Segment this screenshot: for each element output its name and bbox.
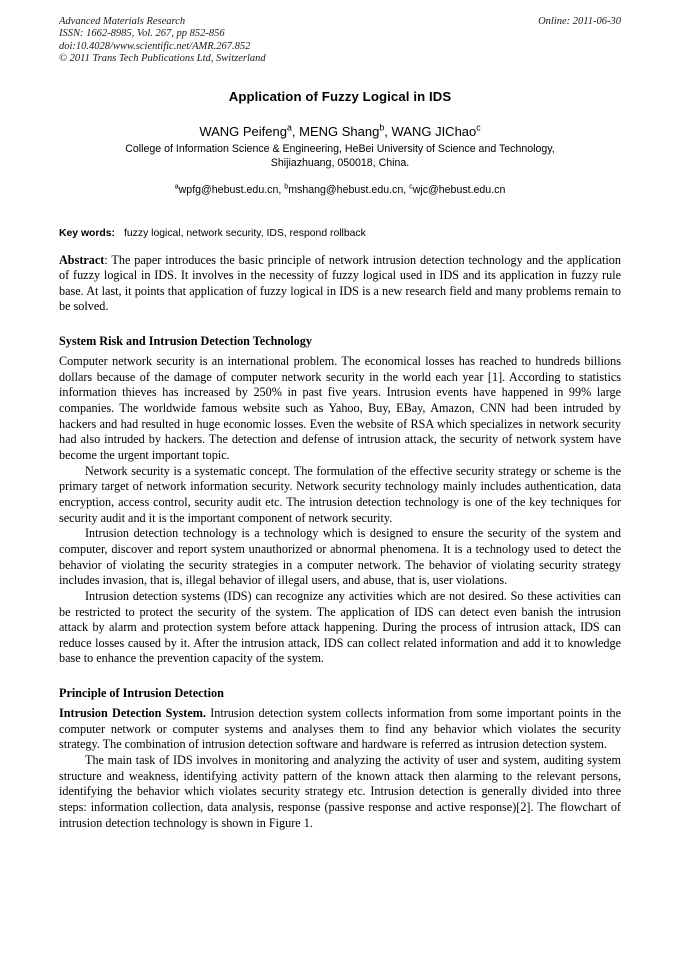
journal-name: Advanced Materials Research (59, 16, 186, 27)
abstract (59, 253, 621, 315)
journal-header (59, 16, 621, 66)
keywords-line (59, 227, 621, 241)
journal-header-left (59, 16, 479, 66)
abstract-label: Abstract (59, 252, 105, 267)
body-paragraph (59, 706, 621, 753)
paragraph-text: The main task of IDS involves in monitoring and analyzing the activity of user and system, auditing system structure and weakness, identifying activity pattern of the known attack then alarming to the relevant persons, identifying the behavior which violates security strategy etc. Intrusion detection is generally divided into three steps: information collection, data analysis, response (passive response and active response)[2]. The flowchart of intrusion detection technology is shown in Figure 1. (59, 753, 621, 830)
section-heading: Principle of Intrusion Detection (59, 686, 224, 701)
body-paragraph (59, 753, 621, 831)
author-name-2: MENG Shang (299, 123, 380, 139)
journal-issn: ISSN: 1662-8985, Vol. 267, pp 852-856 (59, 28, 225, 40)
keywords-label: Key words: (59, 227, 116, 239)
author-name-1: WANG Peifeng (199, 123, 287, 139)
paper-body (59, 334, 621, 831)
online-date: Online: 2011-06-30 (538, 16, 621, 27)
author-list (59, 124, 621, 140)
abstract-text: : The paper introduces the basic principle of network intrusion detection technology and the application of fuzzy logical in IDS. It involves in the necessity of fuzzy logical used in IDS and its application in fuzzy rule base. At last, it points that application of fuzzy logical in IDS is a new research field and many problems remain to be solved. (59, 252, 621, 314)
body-paragraph (59, 354, 621, 464)
email-2: mshang@hebust.edu.cn, (288, 183, 410, 196)
body-paragraph (59, 526, 621, 589)
section-heading: System Risk and Intrusion Detection Technology (59, 334, 312, 348)
affiliation (59, 142, 621, 171)
paragraph-text: Intrusion detection technology is a technology which is designed to ensure the security of the system and computer, discover and report system unauthorized or abnormal phenomena. It is a technology used to detect the behavior of violating the security strategies in a computer network. The behavior of violating security strategy includes invasion, that is, illegal behavior of illegal users, and abuse, that is, user violations. (59, 526, 621, 588)
body-paragraph (59, 589, 621, 667)
keywords-value: fuzzy logical, network security, IDS, respond rollback (124, 227, 366, 239)
affiliation-line-2: Shijiazhuang, 050018, China. (270, 157, 410, 170)
paragraph-text: Computer network security is an international problem. The economical losses has reached to hundreds billions dollars because of the damage of computer network security in the world each year [1]. According to statistics information thieves has increased by 250% in past five years. Intrusion events have happened in 99% large companies. The worldwide famous website such as Yahoo, Buy, EBay, Amazon, CNN had been intruded by hackers and had resulted in huge economic losses. Even the website of RSA which specializes in network security had also intruded by hackers. The detection and defense of intrusion attack, the security of network system have become the urgent important topic. (59, 354, 621, 462)
author-affil-mark-3: c (476, 122, 481, 133)
journal-doi: doi:10.4028/www.scientific.net/AMR.267.852 (59, 40, 251, 52)
author-separator-1: , (291, 123, 300, 139)
page-title: Application of Fuzzy Logical in IDS (228, 88, 452, 104)
run-in-heading: Intrusion Detection System. (59, 706, 206, 721)
affiliation-line-1: College of Information Science & Engineering, HeBei University of Science and Technology, (125, 142, 555, 155)
author-affil-mark-2: b (379, 122, 385, 133)
email-mark-1: a (174, 181, 179, 191)
author-separator-2: , (384, 123, 392, 139)
email-1: wpfg@hebust.edu.cn, (178, 183, 285, 196)
paragraph-text: Intrusion detection systems (IDS) can recognize any activities which are not desired. So these activities can be restricted to protect the security of the system. The application of IDS can detect even banish the intrusion attack by alarm and protection system before attack happening. During the process of intrusion attack, IDS can reduce losses caused by it. After the intrusion attack, IDS can collect related information and add it to knowledge base to enhance the prevention capacity of the system. (59, 588, 621, 666)
paragraph-text: Network security is a systematic concept. The formulation of the effective security strategy or scheme is the primary target of network information security. Network security technology mainly includes authentication, data encryption, access control, security audit etc. The intrusion detection technology is one of the key techniques for security audit and it is the important component of network security. (59, 463, 621, 525)
email-mark-2: b (284, 181, 289, 191)
page-content (59, 16, 621, 831)
email-3: wjc@hebust.edu.cn (412, 183, 506, 196)
body-paragraph (59, 464, 621, 527)
author-name-3: WANG JIChao (391, 123, 477, 139)
journal-copyright: © 2011 Trans Tech Publications Ltd, Switzerland (59, 53, 266, 65)
paragraph-text: Intrusion detection system collects information from some important points in the computer network or computer systems and analyses them to find any behavior which violates the security strategy. The combination of intrusion detection software and hardware is referred as intrusion detection system. (59, 706, 621, 752)
email-mark-3: c (409, 181, 413, 191)
author-emails (59, 183, 621, 197)
author-affil-mark-1: a (286, 122, 292, 133)
